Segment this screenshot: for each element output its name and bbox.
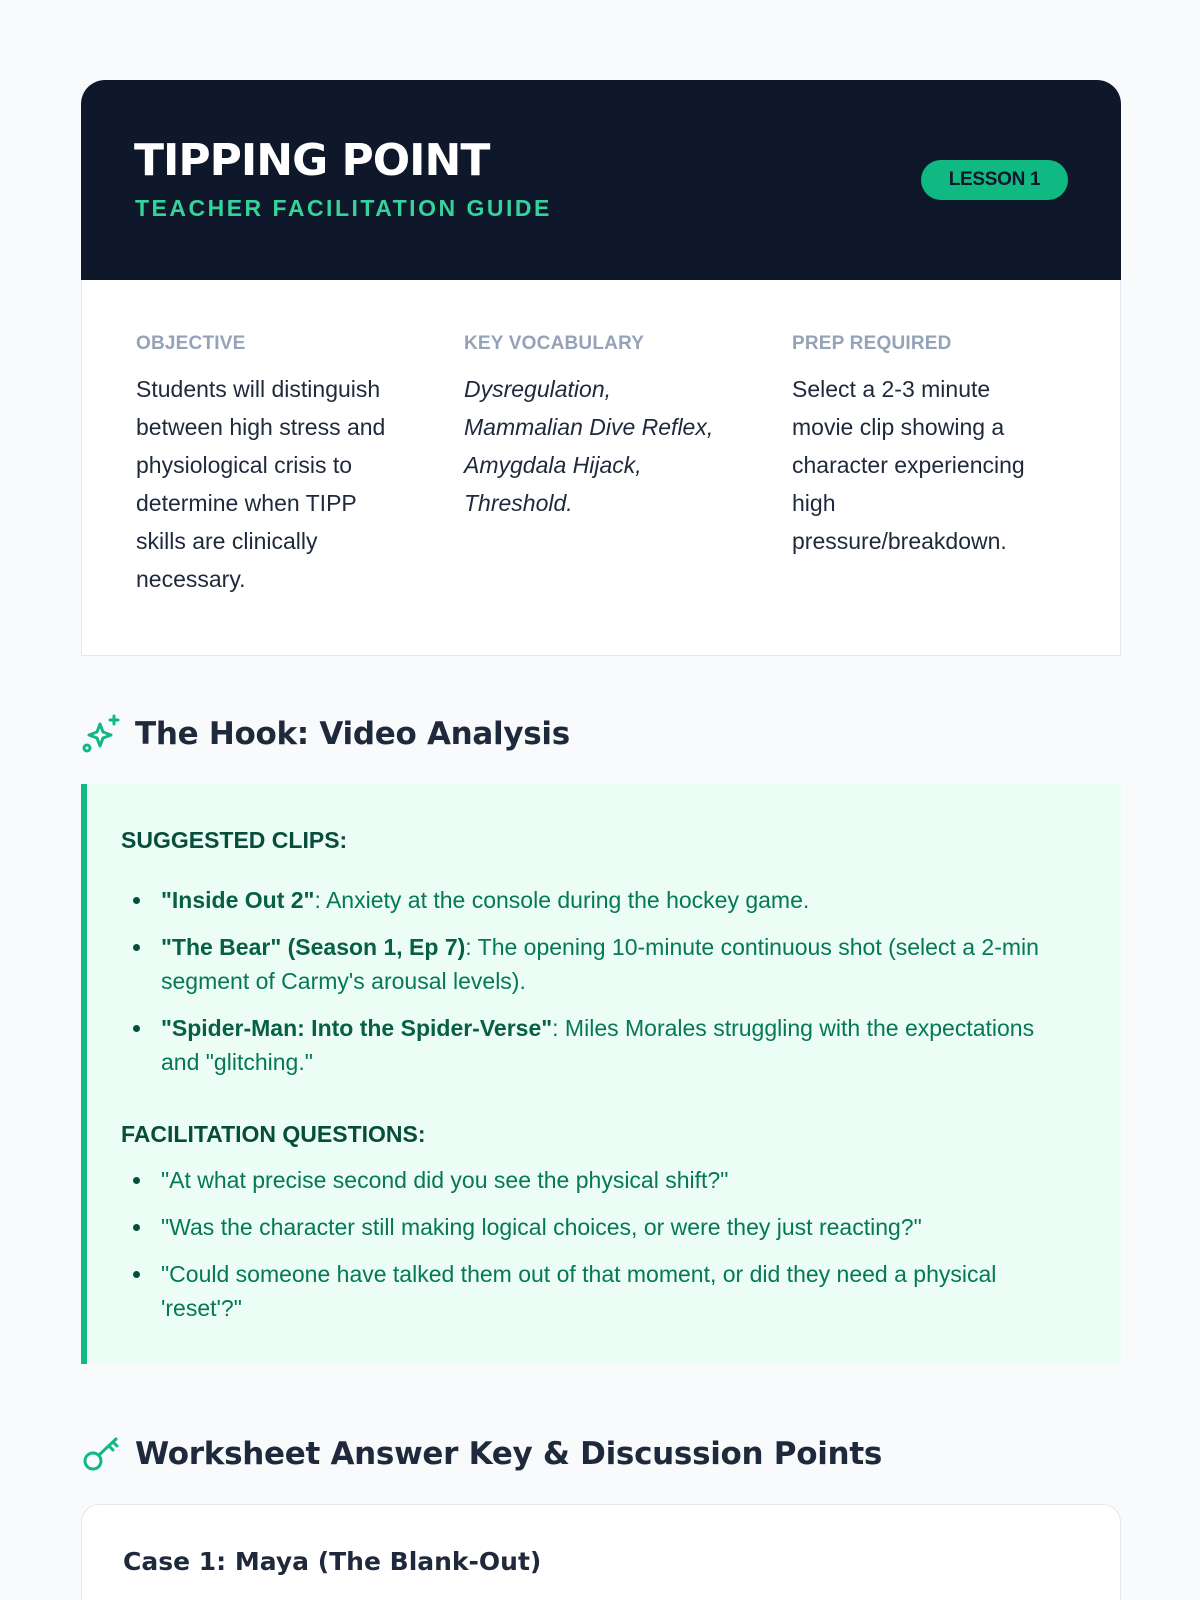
lesson-badge: LESSON 1 — [921, 160, 1068, 200]
answer-key-heading — [81, 1432, 882, 1476]
page-header — [81, 80, 1121, 280]
list-item: "Could someone have talked them out of that moment, or did they need a physical 'reset'?" — [121, 1257, 1041, 1325]
prep-text: Select a 2-3 minute movie clip showing a character experiencing high pressure/breakdown. — [792, 376, 1025, 554]
vocabulary-column — [464, 332, 754, 522]
clips-label: SUGGESTED CLIPS: — [121, 827, 348, 853]
hook-heading-text: The Hook: Video Analysis — [135, 716, 570, 752]
case-title: Case 1: Maya (The Blank-Out) — [123, 1547, 542, 1576]
key-icon — [81, 1434, 121, 1474]
list-item: "Inside Out 2": Anxiety at the console during the hockey game. — [121, 883, 1041, 917]
page-title: TIPPING POINT — [134, 135, 490, 186]
objective-column — [136, 332, 426, 598]
list-item: "Spider-Man: Into the Spider-Verse": Miles Morales struggling with the expectations and "glitching." — [121, 1011, 1041, 1079]
case-card — [81, 1504, 1121, 1600]
overview-card — [81, 280, 1121, 656]
vocabulary-label: KEY VOCABULARY — [464, 333, 645, 354]
objective-text: Students will distinguish between high stress and physiological crisis to determine when TIPP skills are clinically necessary. — [136, 376, 386, 592]
prep-column — [792, 332, 1082, 560]
questions-list — [121, 1163, 1041, 1338]
clips-list — [121, 883, 1041, 1092]
answer-key-heading-text: Worksheet Answer Key & Discussion Points — [135, 1436, 882, 1472]
vocabulary-text: Dysregulation, Mammalian Dive Reflex, Amygdala Hijack, Threshold. — [464, 376, 714, 516]
questions-label: FACILITATION QUESTIONS: — [121, 1121, 426, 1147]
list-item: "At what precise second did you see the physical shift?" — [121, 1163, 1041, 1197]
hook-heading — [81, 712, 570, 756]
objective-label: OBJECTIVE — [136, 333, 246, 354]
sparkles-icon — [81, 714, 121, 754]
page-subtitle: TEACHER FACILITATION GUIDE — [135, 195, 552, 221]
list-item: "Was the character still making logical choices, or were they just reacting?" — [121, 1210, 1041, 1244]
list-item: "The Bear" (Season 1, Ep 7): The opening 10-minute continuous shot (select a 2-min segment of Carmy's arousal levels). — [121, 930, 1041, 998]
prep-label: PREP REQUIRED — [792, 333, 952, 354]
